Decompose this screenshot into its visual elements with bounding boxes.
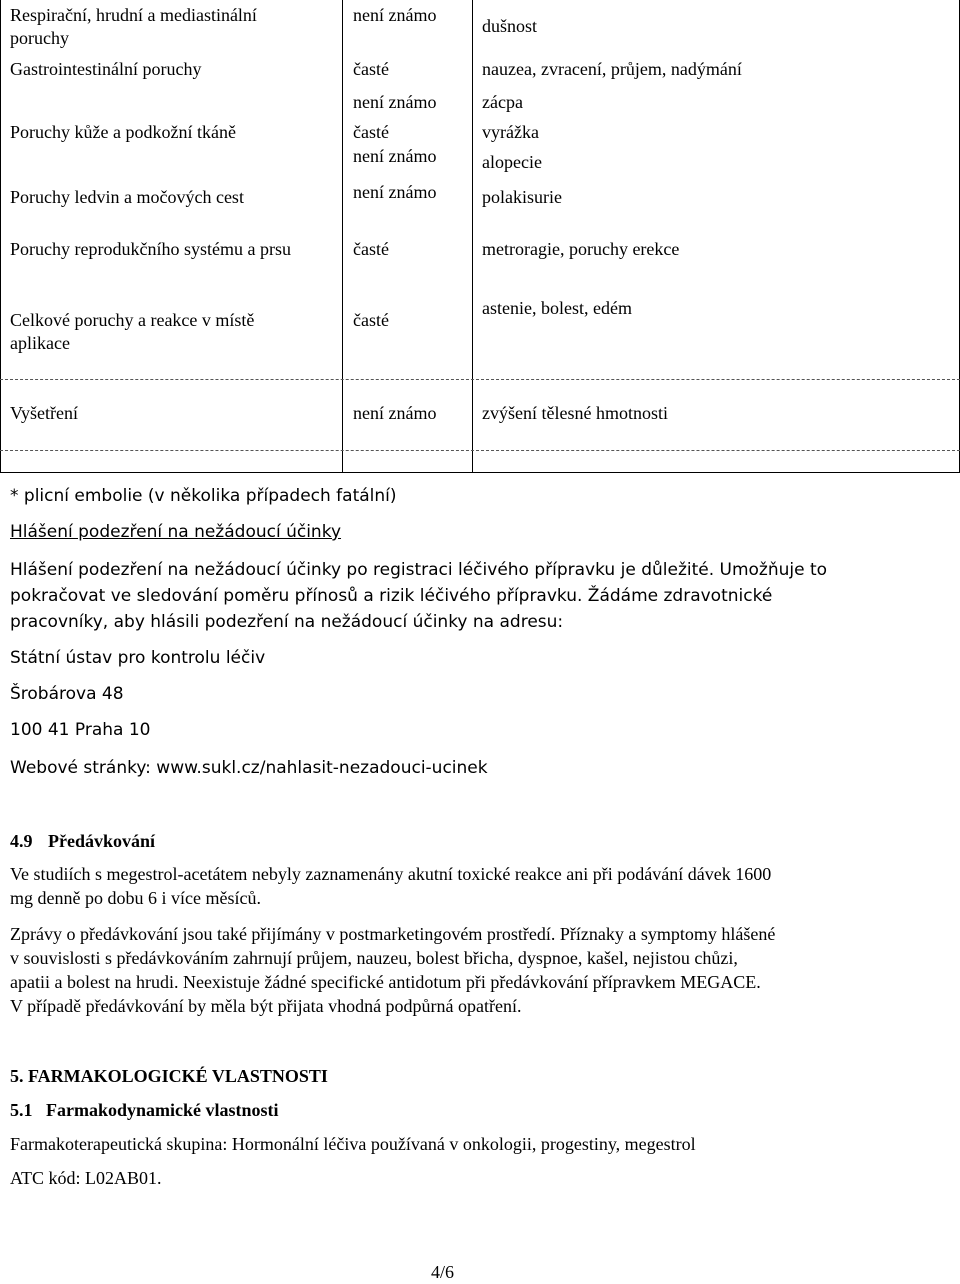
section-heading: 5. FARMAKOLOGICKÉ VLASTNOSTI <box>10 1066 328 1086</box>
overdose-text: Zprávy o předávkování jsou také přijímány v postmarketingovém prostředí. Příznaky a symptomy hlášené <box>10 924 776 944</box>
table-row-frequency: není známo <box>353 146 437 166</box>
reporting-text: pracovníky, aby hlásili podezření na nežádoucí účinky na adresu: <box>10 612 564 632</box>
table-row-organ: poruchy <box>10 28 69 48</box>
section-title: Předávkování <box>48 831 156 851</box>
subsection-number: 5.1 <box>10 1100 33 1120</box>
page-number: 4/6 <box>431 1262 455 1282</box>
table-row-divider <box>0 379 960 381</box>
table-row-frequency: časté <box>353 59 389 79</box>
reporting-text: pokračovat ve sledování poměru přínosů a rizik léčivého přípravku. Žádáme zdravotnické <box>10 586 773 606</box>
table-row-frequency: není známo <box>353 403 437 423</box>
table-row-effect: zvýšení tělesné hmotnosti <box>482 403 668 423</box>
table-row-organ: aplikace <box>10 333 70 353</box>
table-row-effect: vyrážka <box>482 122 539 142</box>
subsection-title: Farmakodynamické vlastnosti <box>46 1100 279 1120</box>
reporting-city: 100 41 Praha 10 <box>10 720 151 740</box>
table-row-divider <box>0 450 960 452</box>
table-row-frequency: není známo <box>353 92 437 112</box>
table-row-frequency: časté <box>353 310 389 330</box>
table-row-organ: Poruchy ledvin a močových cest <box>10 187 244 207</box>
table-row-organ: Celkové poruchy a reakce v místě <box>10 310 255 330</box>
table-column-divider <box>472 0 473 473</box>
reporting-street: Šrobárova 48 <box>10 684 124 704</box>
table-row-frequency: časté <box>353 239 389 259</box>
pharmacotherapeutic-group: Farmakoterapeutická skupina: Hormonální léčiva používaná v onkologii, progestiny, megestrol <box>10 1134 696 1154</box>
table-row-organ: Vyšetření <box>10 403 78 423</box>
table-row-organ: Respirační, hrudní a mediastinální <box>10 5 257 25</box>
section-number: 4.9 <box>10 831 33 851</box>
table-row-effect: dušnost <box>482 16 538 36</box>
table-footnote: * plicní embolie (v několika případech fatální) <box>10 486 397 506</box>
table-row-organ: Poruchy reprodukčního systému a prsu <box>10 239 291 259</box>
table-row-frequency: není známo <box>353 5 437 25</box>
overdose-text: mg denně po dobu 6 i více měsíců. <box>10 888 261 908</box>
overdose-text: v souvislosti s předávkováním zahrnují průjem, nauzeu, bolest břicha, dyspnoe, kašel, nejistou chůzi, <box>10 948 738 968</box>
table-row-frequency: časté <box>353 122 389 142</box>
reporting-web: Webové stránky: www.sukl.cz/nahlasit-nezadouci-ucinek <box>10 758 488 778</box>
table-row-organ: Gastrointestinální poruchy <box>10 59 202 79</box>
table-row-effect: metroragie, poruchy erekce <box>482 239 680 259</box>
table-row-effect: polakisurie <box>482 187 562 207</box>
reporting-heading: Hlášení podezření na nežádoucí účinky <box>10 522 342 542</box>
table-row-effect: alopecie <box>482 152 542 172</box>
reporting-text: Hlášení podezření na nežádoucí účinky po registraci léčivého přípravku je důležité. Umožňuje to <box>10 560 828 580</box>
table-row-effect: astenie, bolest, edém <box>482 298 632 318</box>
overdose-text: Ve studiích s megestrol-acetátem nebyly zaznamenány akutní toxické reakce ani při podávání dávek 1600 <box>10 864 772 884</box>
table-row-frequency: není známo <box>353 182 437 202</box>
overdose-text: V případě předávkování by měla být přijata vhodná podpůrná opatření. <box>10 996 522 1016</box>
table-column-divider <box>342 0 343 473</box>
table-row-effect: zácpa <box>482 92 523 112</box>
table-row-effect: nauzea, zvracení, průjem, nadýmání <box>482 59 742 79</box>
atc-code: ATC kód: L02AB01. <box>10 1168 162 1188</box>
reporting-institution: Státní ústav pro kontrolu léčiv <box>10 648 266 668</box>
table-row-organ: Poruchy kůže a podkožní tkáně <box>10 122 236 142</box>
overdose-text: apatii a bolest na hrudi. Neexistuje žádné specifické antidotum při předávkování přípravkem MEGACE. <box>10 972 761 992</box>
